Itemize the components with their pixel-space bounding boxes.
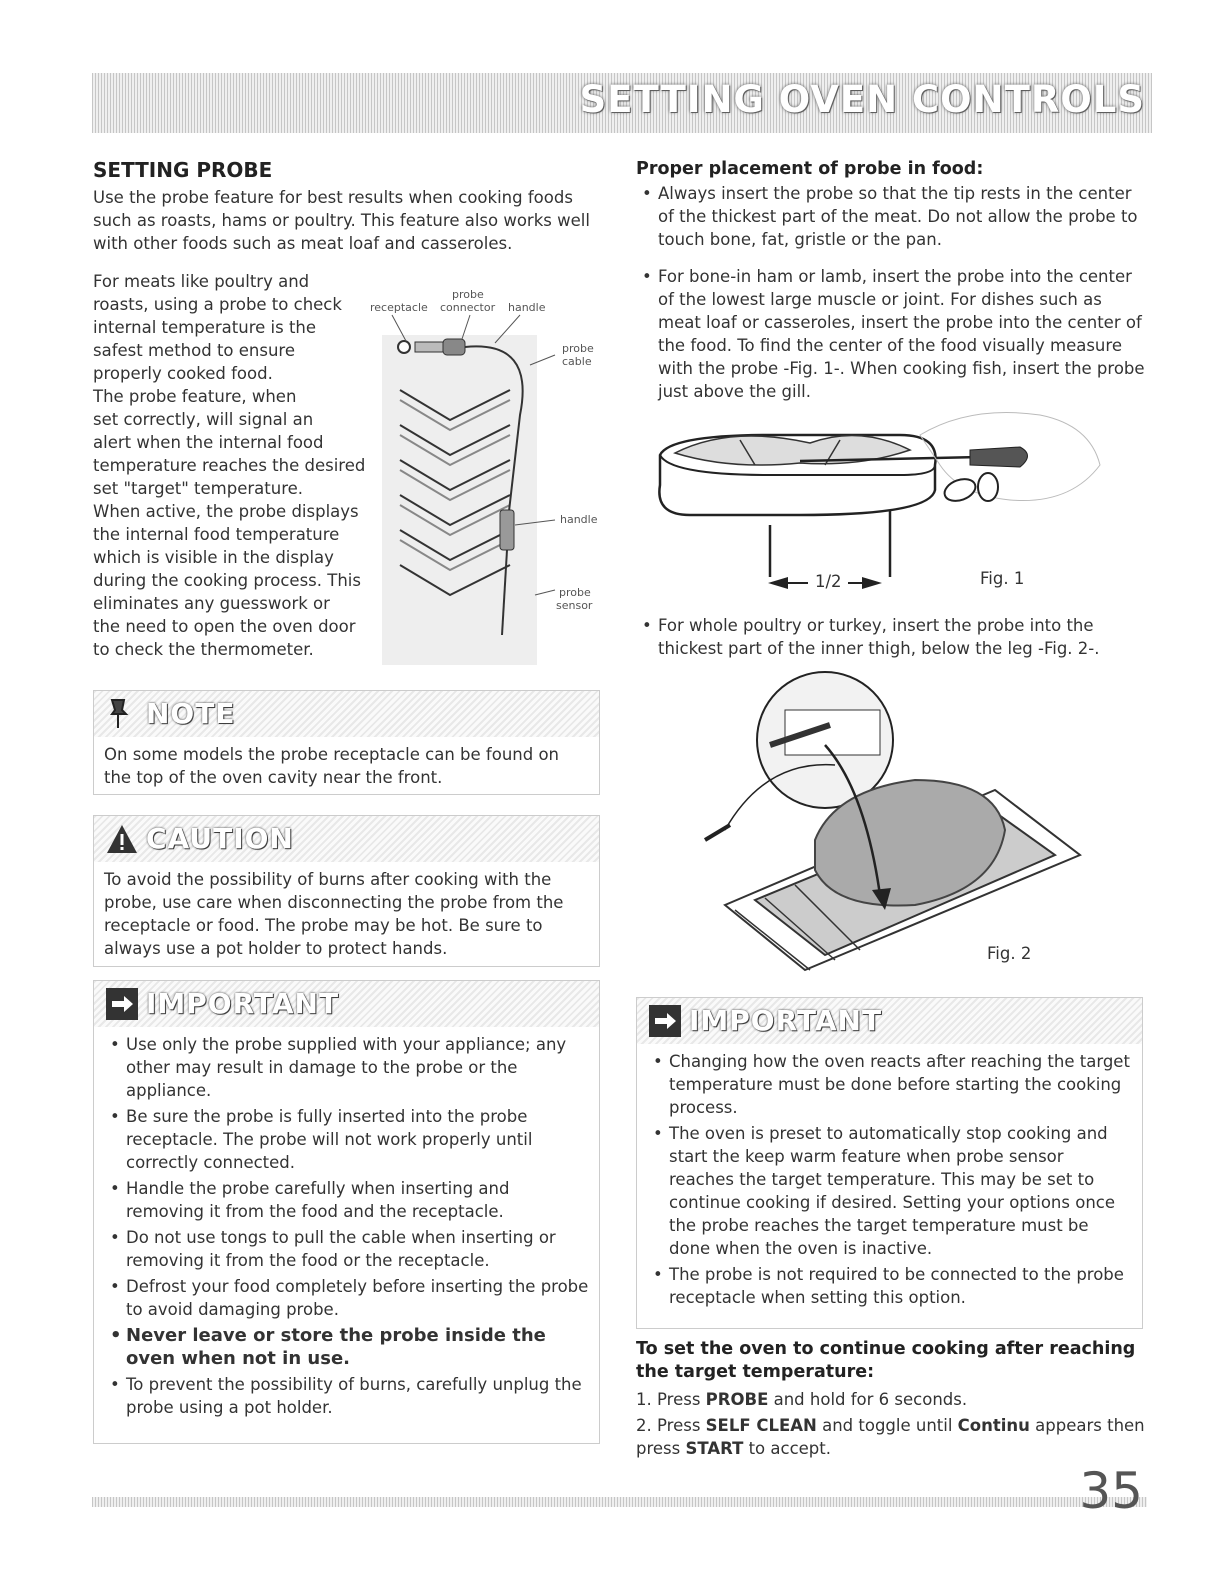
important-title-left: IMPORTANT <box>146 987 340 1020</box>
list-item: • Defrost your food completely before inserting the probe to avoid damaging probe. <box>104 1275 589 1321</box>
note-title: NOTE <box>146 697 236 730</box>
body-line: properly cooked food. <box>93 364 273 383</box>
pushpin-icon <box>106 698 132 734</box>
label-probe-sensor-1: probe <box>559 586 591 599</box>
body-line: to check the thermometer. <box>93 640 314 659</box>
list-item: • To prevent the possibility of burns, carefully unplug the probe using a pot holder. <box>104 1373 589 1419</box>
body-line: the internal food temperature <box>93 525 340 544</box>
body-line: safest method to ensure <box>93 341 295 360</box>
body-line: alert when the internal food <box>93 433 324 452</box>
fig1-illustration <box>650 395 1110 600</box>
step-text: to accept. <box>743 1439 831 1458</box>
step-number: 2. <box>636 1416 652 1435</box>
arrow-right-icon <box>106 988 138 1024</box>
fig1-label: Fig. 1 <box>980 569 1025 588</box>
important-box-left <box>93 980 600 1444</box>
body-line: set correctly, will signal an <box>93 410 314 429</box>
list-item: • Handle the probe carefully when inserting and removing it from the food and the receptacle. <box>104 1177 589 1223</box>
key-continu: Continu <box>957 1416 1030 1435</box>
caution-text: To avoid the possibility of burns after cooking with the probe, use care when disconnecting the probe from the receptacle or food. The probe may be hot. Be sure to always use a pot holder to protect hands. <box>104 870 564 958</box>
note-text: On some models the probe receptacle can be found on the top of the oven cavity near the front. <box>104 745 559 787</box>
caution-box <box>93 815 600 967</box>
step-number: 1. <box>636 1390 652 1409</box>
step-2 <box>636 1414 1151 1460</box>
label-handle: handle <box>560 513 598 526</box>
warning-icon <box>106 823 138 859</box>
important-body-left <box>94 1027 599 1430</box>
important-header-left <box>94 981 599 1027</box>
body-line: roasts, using a probe to check <box>93 295 342 314</box>
step-text: and toggle until <box>816 1416 958 1435</box>
label-probe: probe <box>452 288 484 301</box>
label-probe-sensor-2: sensor <box>556 599 593 612</box>
list-item: • Never leave or store the probe inside the oven when not in use. <box>104 1324 589 1370</box>
body-line: which is visible in the display <box>93 548 334 567</box>
note-box <box>93 690 600 795</box>
page-title: SETTING OVEN CONTROLS <box>579 78 1145 121</box>
label-receptacle: receptacle <box>370 301 428 314</box>
label-probe-cable-2: cable <box>562 355 592 368</box>
key-probe: PROBE <box>705 1390 769 1409</box>
probe-body-text <box>93 270 368 661</box>
important-box-right <box>636 997 1143 1329</box>
label-handle-top: handle <box>508 301 546 314</box>
fig1-half-label: 1/2 <box>815 572 842 591</box>
list-item: • The probe is not required to be connected to the probe receptacle when setting this option. <box>647 1263 1132 1309</box>
important-body-right <box>637 1044 1142 1320</box>
continue-cooking-title: To set the oven to continue cooking after reaching the target temperature: <box>636 1339 1136 1382</box>
placement-list <box>636 182 1146 406</box>
fig2-label: Fig. 2 <box>987 944 1032 963</box>
body-line: internal temperature is the <box>93 318 317 337</box>
page-number: 35 <box>1079 1462 1143 1520</box>
step-text: Press <box>657 1416 706 1435</box>
body-line: set "target" temperature. <box>93 479 304 498</box>
list-item: • Changing how the oven reacts after reaching the target temperature must be done before starting the cooking process. <box>647 1050 1132 1119</box>
list-item: • Use only the probe supplied with your appliance; any other may result in damage to the probe or the appliance. <box>104 1033 589 1102</box>
arrow-right-icon <box>649 1005 681 1041</box>
body-line: during the cooking process. This <box>93 571 361 590</box>
label-connector: connector <box>440 301 496 314</box>
step-text: and hold for 6 seconds. <box>768 1390 968 1409</box>
list-item: • Be sure the probe is fully inserted into the probe receptacle. The probe will not work properly until correctly connected. <box>104 1105 589 1174</box>
body-line: the need to open the oven door <box>93 617 356 636</box>
important-list-left <box>104 1033 589 1419</box>
label-probe-cable-1: probe <box>562 342 594 355</box>
step-1 <box>636 1388 1151 1411</box>
key-self-clean: SELF CLEAN <box>705 1416 817 1435</box>
body-line: temperature reaches the desired <box>93 456 366 475</box>
important-header-right <box>637 998 1142 1044</box>
important-title-right: IMPORTANT <box>689 1004 883 1037</box>
poultry-list <box>636 614 1146 663</box>
caution-title: CAUTION <box>146 822 294 855</box>
probe-illustration <box>370 285 610 670</box>
list-item: • Always insert the probe so that the tip rests in the center of the thickest part of the meat. Do not allow the probe to touch bone, fat, gristle or the pan. <box>636 182 1146 251</box>
footer-band <box>92 1497 1147 1507</box>
key-start: START <box>685 1439 744 1458</box>
note-header <box>94 691 599 737</box>
step-text: appears then press <box>636 1416 1145 1458</box>
intro-paragraph: Use the probe feature for best results when cooking foods such as roasts, hams or poultry. This feature also works well with other foods such as meat loaf and casseroles. <box>93 188 590 253</box>
step-text: Press <box>657 1390 706 1409</box>
placement-title: Proper placement of probe in food: <box>636 159 984 179</box>
body-line: When active, the probe displays <box>93 502 359 521</box>
important-list-right <box>647 1050 1132 1309</box>
section-title-setting-probe: SETTING PROBE <box>93 158 273 182</box>
body-line: For meats like poultry and <box>93 272 310 291</box>
fig2-illustration <box>695 670 1095 990</box>
body-line: eliminates any guesswork or <box>93 594 330 613</box>
list-item: • For bone-in ham or lamb, insert the probe into the center of the lowest large muscle or joint. For dishes such as meat loaf or casseroles, insert the probe into the center of the food. To find the center of the food visually measure with the probe -Fig. 1-. When cooking fish, insert the probe just above the gill. <box>636 265 1146 403</box>
body-line: The probe feature, when <box>93 387 297 406</box>
list-item: • Do not use tongs to pull the cable when inserting or removing it from the food or the receptacle. <box>104 1226 589 1272</box>
list-item: • For whole poultry or turkey, insert the probe into the thickest part of the inner thigh, below the leg -Fig. 2-. <box>636 614 1146 660</box>
list-item: • The oven is preset to automatically stop cooking and start the keep warm feature when probe sensor reaches the target temperature. This may be set to continue cooking if desired. Setting your options once the probe reaches the target temperature must be done when the oven is inactive. <box>647 1122 1132 1260</box>
caution-header <box>94 816 599 862</box>
